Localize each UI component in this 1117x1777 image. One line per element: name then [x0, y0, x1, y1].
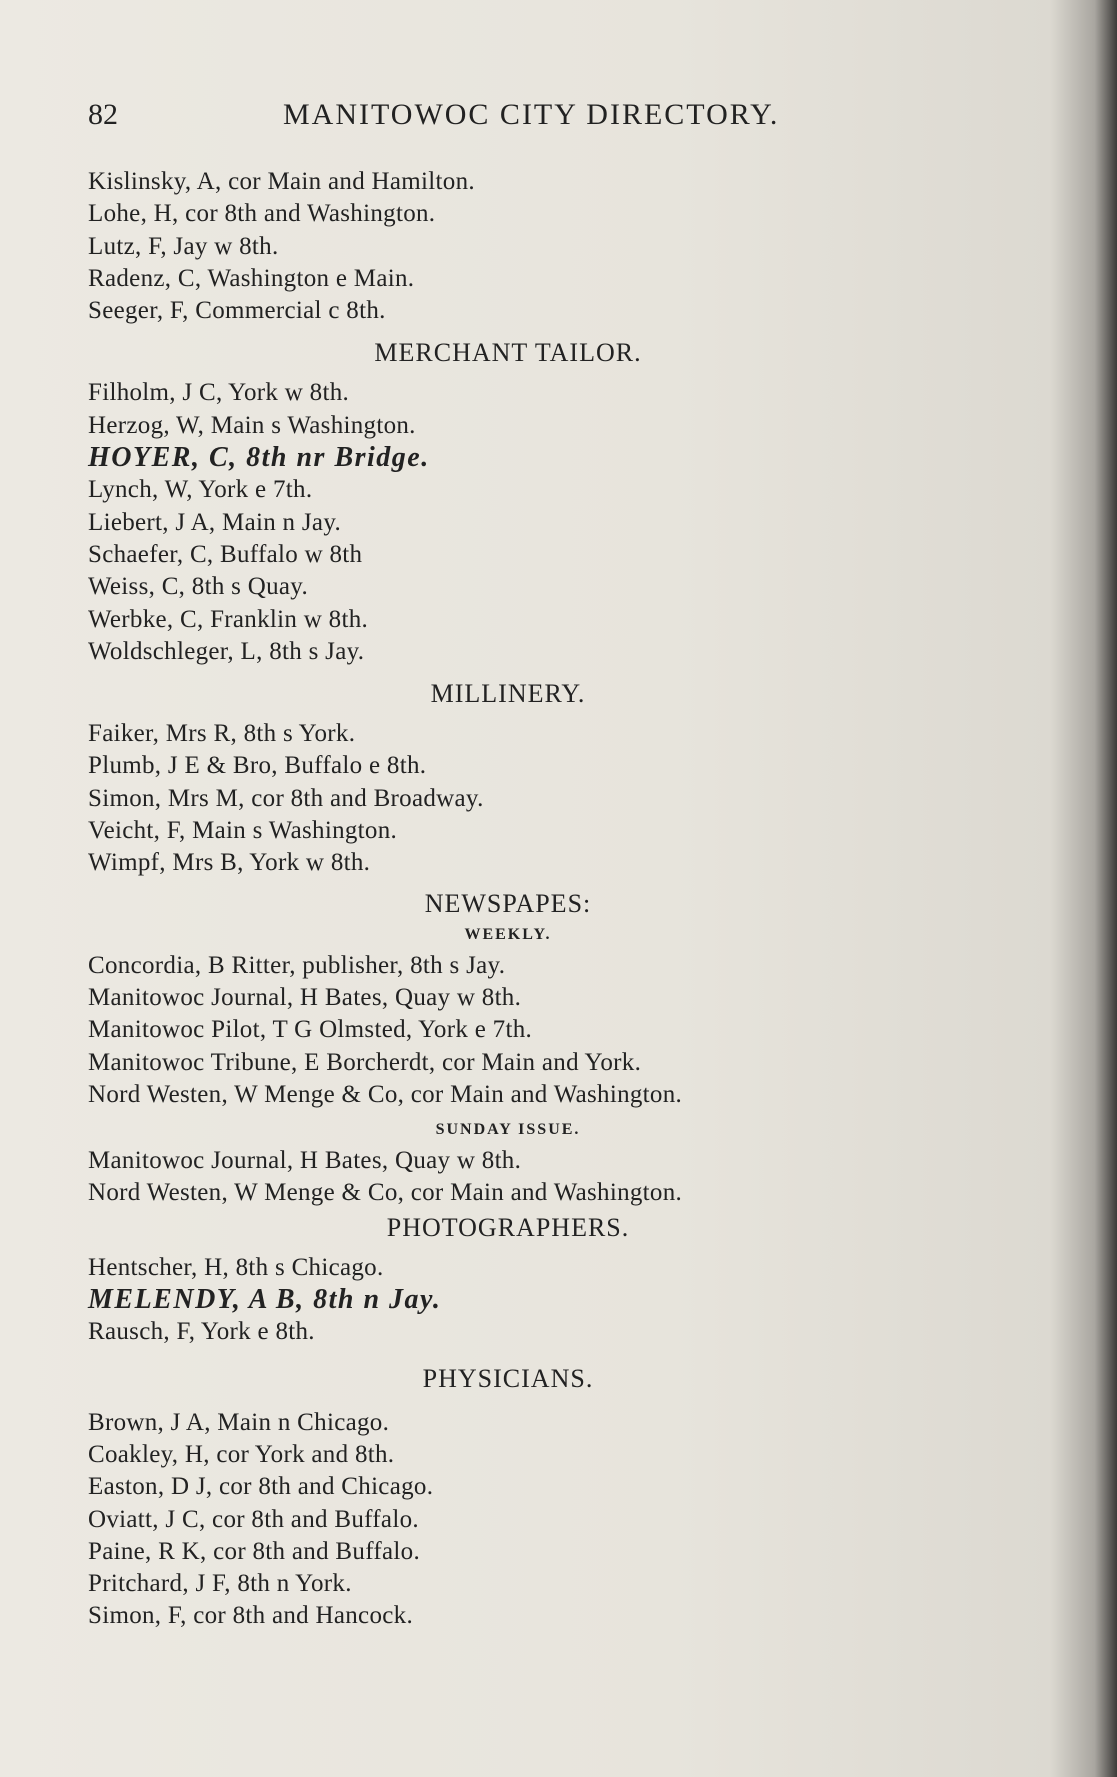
- directory-entry: Brown, J A, Main n Chicago.: [88, 1408, 390, 1436]
- section-heading-newspapers: NEWSPAPES:: [424, 888, 592, 918]
- directory-entry-featured: MELENDY, A B, 8th n Jay.: [88, 1284, 442, 1316]
- directory-entry: Manitowoc Journal, H Bates, Quay w 8th.: [88, 983, 522, 1011]
- directory-entry: Veicht, F, Main s Washington.: [88, 817, 398, 845]
- directory-entry: Liebert, J A, Main n Jay.: [88, 508, 342, 536]
- directory-entry: Simon, F, cor 8th and Hancock.: [88, 1602, 414, 1630]
- directory-entry: Faiker, Mrs R, 8th s York.: [88, 720, 356, 748]
- directory-entry: Concordia, B Ritter, publisher, 8th s Jay.: [88, 951, 506, 979]
- directory-entry: Nord Westen, W Menge & Co, cor Main and Washington.: [88, 1080, 683, 1108]
- directory-entry: Radenz, C, Washington e Main.: [88, 264, 415, 292]
- directory-entry: Paine, R K, cor 8th and Buffalo.: [88, 1537, 420, 1565]
- page-number: 82: [88, 98, 118, 131]
- directory-entry: Simon, Mrs M, cor 8th and Broadway.: [88, 784, 484, 812]
- section-heading-photographers: PHOTOGRAPHERS.: [386, 1212, 630, 1242]
- section-heading-merchant-tailor: MERCHANT TAILOR.: [374, 338, 642, 368]
- directory-entry: Plumb, J E & Bro, Buffalo e 8th.: [88, 752, 427, 780]
- subheading-weekly: WEEKLY.: [464, 925, 552, 943]
- directory-entry: Lynch, W, York e 7th.: [88, 476, 313, 504]
- directory-entry: Filholm, J C, York w 8th.: [88, 379, 350, 407]
- directory-entry: Pritchard, J F, 8th n York.: [88, 1570, 352, 1598]
- directory-entry: Rausch, F, York e 8th.: [88, 1318, 315, 1346]
- directory-entry: Wimpf, Mrs B, York w 8th.: [88, 849, 371, 877]
- directory-entry: Coakley, H, cor York and 8th.: [88, 1440, 395, 1468]
- directory-content: [88, 166, 888, 1633]
- directory-entry: Woldschleger, L, 8th s Jay.: [88, 637, 365, 665]
- directory-entry: Herzog, W, Main s Washington.: [88, 411, 416, 439]
- running-title: MANITOWOC CITY DIRECTORY.: [283, 98, 780, 131]
- directory-entry: Manitowoc Tribune, E Borcherdt, cor Main and York.: [88, 1048, 642, 1076]
- section-heading-millinery: MILLINERY.: [430, 679, 586, 709]
- directory-entry: Easton, D J, cor 8th and Chicago.: [88, 1473, 434, 1501]
- section-heading-physicians: PHYSICIANS.: [422, 1363, 594, 1393]
- directory-entry: Manitowoc Journal, H Bates, Quay w 8th.: [88, 1147, 522, 1175]
- directory-entry: Lohe, H, cor 8th and Washington.: [88, 200, 436, 228]
- page-header: [88, 98, 878, 138]
- directory-entry: Manitowoc Pilot, T G Olmsted, York e 7th.: [88, 1016, 533, 1044]
- directory-entry: Hentscher, H, 8th s Chicago.: [88, 1253, 384, 1281]
- directory-entry: Kislinsky, A, cor Main and Hamilton.: [88, 168, 475, 195]
- directory-entry: Nord Westen, W Menge & Co, cor Main and Washington.: [88, 1179, 683, 1207]
- subheading-sunday-issue: SUNDAY ISSUE.: [435, 1121, 581, 1139]
- directory-entry: Werbke, C, Franklin w 8th.: [88, 605, 369, 633]
- directory-entry: Lutz, F, Jay w 8th.: [88, 232, 279, 260]
- directory-entry: Weiss, C, 8th s Quay.: [88, 573, 309, 601]
- directory-entry: Seeger, F, Commercial c 8th.: [88, 297, 386, 325]
- directory-entry-featured: HOYER, C, 8th nr Bridge.: [88, 442, 430, 474]
- directory-entry: Schaefer, C, Buffalo w 8th: [88, 540, 363, 568]
- directory-entry: Oviatt, J C, cor 8th and Buffalo.: [88, 1505, 419, 1533]
